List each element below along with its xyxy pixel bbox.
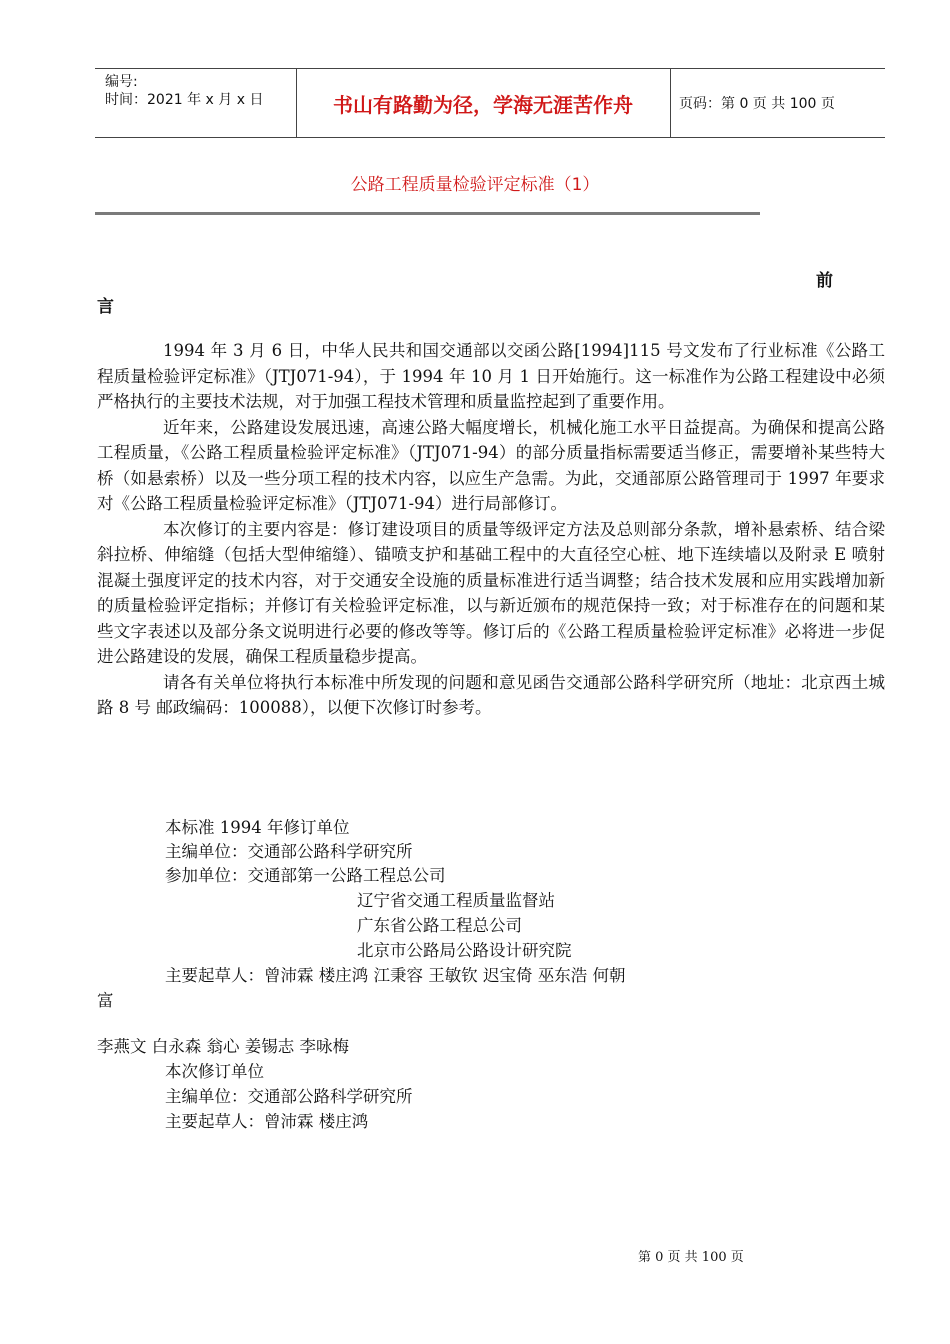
number-label: 编号: bbox=[105, 74, 138, 90]
rev1994-drafters: 主要起草人：曾沛霖 楼庄鸿 江秉容 王敏钦 迟宝倚 巫东浩 何朝 bbox=[165, 966, 626, 985]
current-rev-title: 本次修订单位 bbox=[165, 1062, 264, 1081]
paragraph: 本次修订的主要内容是：修订建设项目的质量等级评定方法及总则部分条款，增补悬索桥、结合梁斜拉桥、伸缩缝（包括大型伸缩缝）、锚喷支护和基础工程中的大直径空心桩、地下连续墙以及附录 E 喷射混凝土强度评定的技术内容，对于交通安全设施的质量标准进行适当调整；结合技术发展和应用实践增加新的质量检验评定指标；并修订有关检验评定标准，以与新近颁布的规范保持一致；对于标准存在的问题和某些文字表述以及部分条文说明进行必要的修改等等。修订后的《公路工程质量检验评定标准》必将进一步促进公路建设的发展，确保工程质量稳步提高。 bbox=[97, 519, 885, 666]
current-rev-chief-unit: 主编单位：交通部公路科学研究所 bbox=[165, 1087, 413, 1106]
rev1994-participant: 广东省公路工程总公司 bbox=[357, 916, 522, 935]
preface-heading-part1: 前 bbox=[816, 271, 833, 291]
rev1994-participants: 参加单位：交通部第一公路工程总公司 bbox=[165, 866, 446, 885]
preface-heading-part2: 言 bbox=[97, 297, 114, 317]
rev1994-drafters-cont: 李燕文 白永森 翁心 姜锡志 李咏梅 bbox=[97, 1037, 349, 1056]
title-rule bbox=[95, 212, 760, 215]
header-page-code: 页码：第 0 页 共 100 页 bbox=[679, 96, 835, 112]
paragraph: 近年来，公路建设发展迅速，高速公路大幅度增长，机械化施工水平日益提高。为确保和提高公路工程质量，《公路工程质量检验评定标准》（JTJ071-94）的部分质量指标需要适当修正，需要增补某些特大桥（如悬索桥）以及一些分项工程的技术内容，以应生产急需。为此，交通部原公路管理司于 1997 年要求对《公路工程质量检验评定标准》（JTJ071-94）进行局部修订。 bbox=[97, 417, 885, 513]
rev1994-participant: 北京市公路局公路设计研究院 bbox=[357, 941, 572, 960]
rev1994-drafters-cont: 富 bbox=[97, 991, 114, 1010]
header-motto: 书山有路勤为径，学海无涯苦作舟 bbox=[333, 92, 633, 117]
rev1994-title: 本标准 1994 年修订单位 bbox=[165, 818, 350, 837]
page-footer: 第 0 页 共 100 页 bbox=[638, 1250, 744, 1265]
rev1994-participant: 辽宁省交通工程质量监督站 bbox=[357, 891, 555, 910]
header-meta bbox=[105, 73, 295, 109]
paragraph: 1994 年 3 月 6 日，中华人民共和国交通部以交函公路[1994]115 号文发布了行业标准《公路工程质量检验评定标准》（JTJ071-94），于 1994 年 10 月 1 日开始施行。这一标准作为公路工程建设中必须严格执行的主要技术法规，对于加强工程技术管理和质量监控起到了重要作用。 bbox=[97, 341, 885, 411]
current-rev-drafters: 主要起草人：曾沛霖 楼庄鸿 bbox=[165, 1112, 369, 1131]
paragraph: 请各有关单位将执行本标准中所发现的问题和意见函告交通部公路科学研究所（地址：北京西土城路 8 号 邮政编码：100088），以便下次修订时参考。 bbox=[97, 672, 885, 717]
preface-body bbox=[97, 338, 885, 721]
time-label: 时间：2021 年 x 月 x 日 bbox=[105, 92, 264, 108]
document-title: 公路工程质量检验评定标准（1） bbox=[350, 175, 600, 195]
header-divider bbox=[670, 69, 671, 137]
document-header bbox=[95, 68, 885, 138]
rev1994-chief-unit: 主编单位：交通部公路科学研究所 bbox=[165, 842, 413, 861]
